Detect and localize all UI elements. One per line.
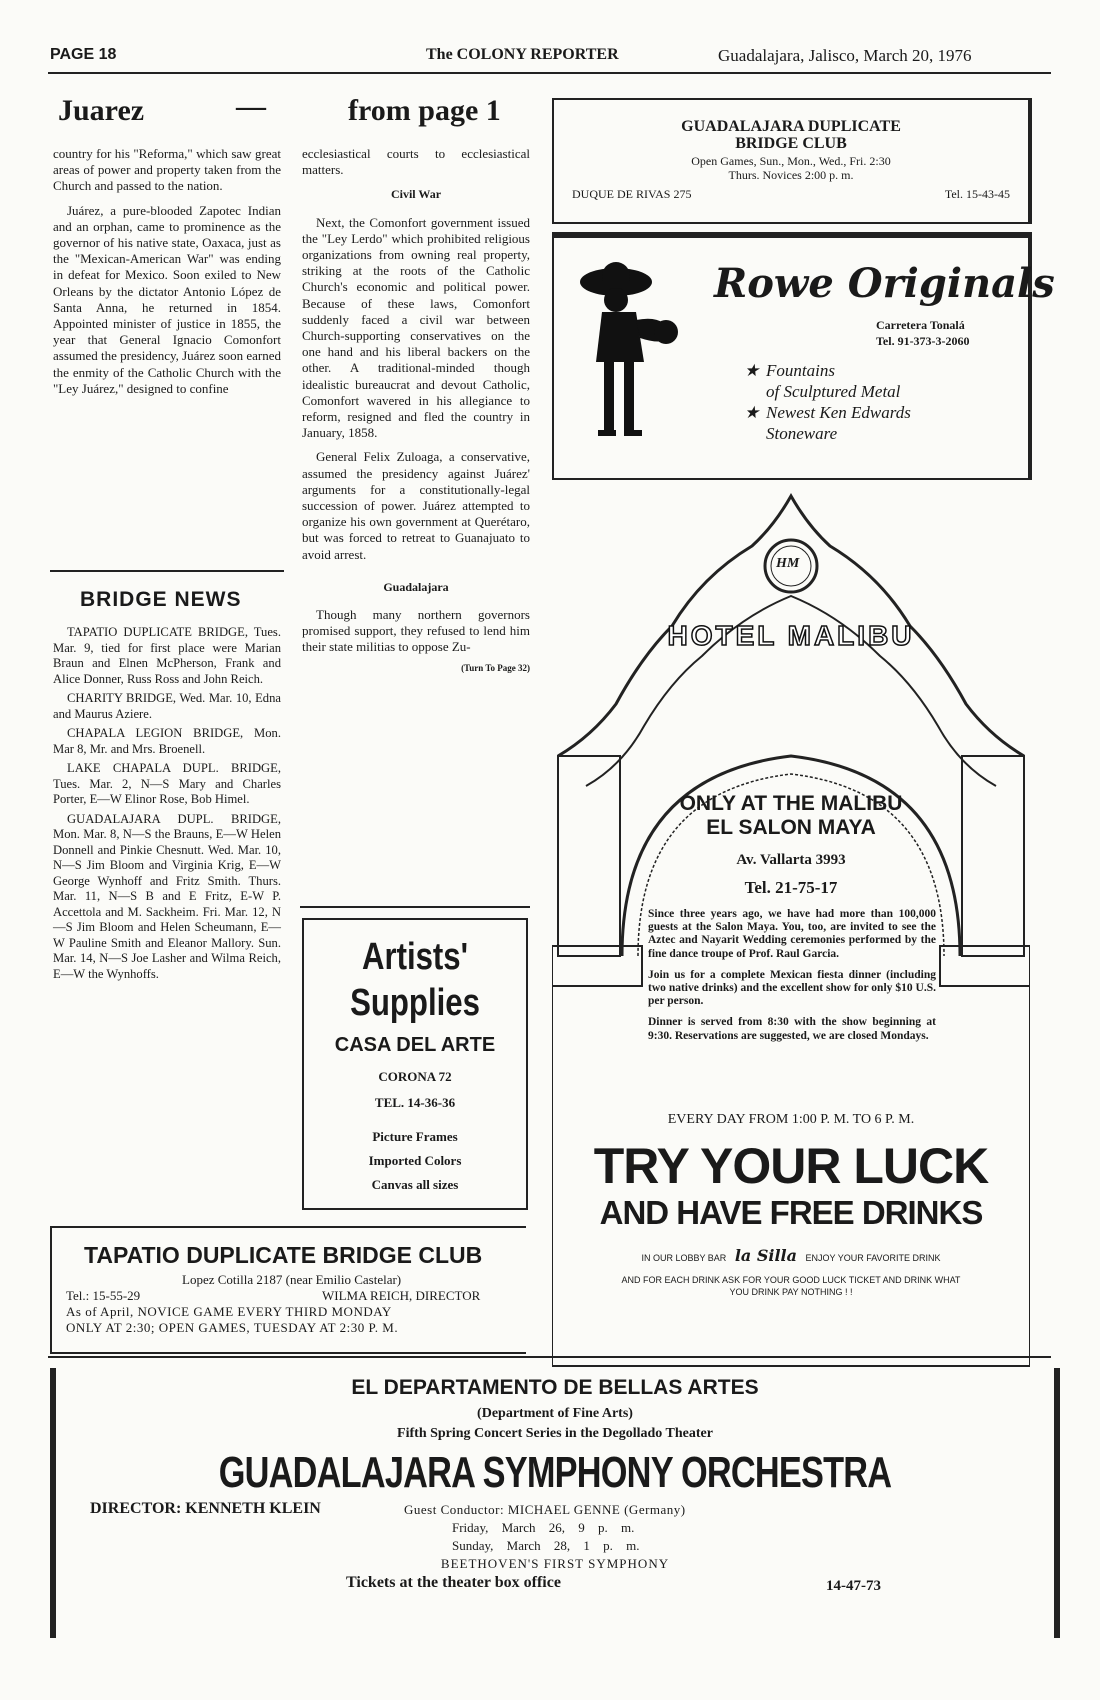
orchestra-director: DIRECTOR: KENNETH KLEIN xyxy=(90,1500,321,1517)
newspaper-name: The COLONY REPORTER xyxy=(426,46,619,63)
lobby-text: IN OUR LOBBY BAR xyxy=(641,1253,727,1263)
club-phone: Tel.: 15-55-29 xyxy=(66,1288,141,1303)
guest-conductor: Guest Conductor: MICHAEL GENNE (Germany) xyxy=(404,1502,686,1517)
article-paragraph: country for his "Reforma," which saw great areas of power and property taken from the Church and passed to the nation. xyxy=(53,146,281,194)
ticket-info: Tickets at the theater box office xyxy=(346,1574,561,1591)
hotel-description xyxy=(648,908,936,1049)
subhead-guadalajara: Guadalajara xyxy=(383,579,449,594)
article-paragraph: General Felix Zuloaga, a conservative, assumed the presidency against Juárez' arguments for a constitutionally-legal succession of power. Juárez attempted to organize his own government at Querétaro, but was forced to retreat to Guanajuato to avoid arrest. xyxy=(302,449,530,562)
ad-title: BRIDGE CLUB xyxy=(735,135,847,152)
list-item: LAKE CHAPALA DUPL. BRIDGE, Tues. Mar. 2, N—S Mary and Charles Porter, E—W Elinor Rose, Bob Himel. xyxy=(53,761,281,806)
lucky-ticket-note: AND FOR EACH DRINK ASK FOR YOUR GOOD LUCK TICKET AND DRINK WHAT YOU DRINK PAY NOTHING ! ! xyxy=(621,1275,961,1297)
concert-series: Fifth Spring Concert Series in the Degollado Theater xyxy=(397,1426,713,1441)
club-hours: Thurs. Novices 2:00 p. m. xyxy=(728,168,854,182)
ad-paragraph: Since three years ago, we have had more than 100,000 guests at the Salon Maya. You, too, are invited to see the Aztec and Nayarit Wedding ceremonies performed by the fine dance troupe of Prof. Raul Garcia. xyxy=(648,908,936,960)
store-phone: Tel. 91-373-3-2060 xyxy=(876,334,970,348)
lobby-bar-line xyxy=(552,1246,1030,1265)
list-item: CHAPALA LEGION BRIDGE, Mon. Mar 8, Mr. and Mrs. Broenell. xyxy=(53,726,281,756)
section-rule xyxy=(48,1356,1051,1358)
ad-title: Artists' xyxy=(361,936,469,978)
ad-bullets xyxy=(744,360,911,444)
article-paragraph: Next, the Comonfort government issued the "Ley Lerdo" which prohibited religious organizations from owning real property, striking at the roots of the Catholic Church's economic and political power. Because of these laws, Comonfort suddenly faced a civil war between Church-supporting conservatives on the one hand and his liberal backers on the other. A traditional-minded though idealistic bureaucrat and devout Catholic, Comonfort wavered in his allegiance to reform, resigned and fled the country in January, 1858. xyxy=(302,214,530,441)
ad-top-rule xyxy=(300,906,530,908)
ad-item: Canvas all sizes xyxy=(371,1177,459,1192)
bellas-artes-ad xyxy=(50,1368,1060,1638)
ad-title: Supplies xyxy=(350,982,480,1024)
headline-juarez: Juarez xyxy=(58,94,145,127)
ad-headline xyxy=(632,792,950,840)
gdl-bridge-ad xyxy=(552,98,1032,224)
concert-date: Sunday, March 28, 1 p. m. xyxy=(452,1538,640,1553)
club-hours: Open Games, Sun., Mon., Wed., Fri. 2:30 xyxy=(691,154,891,168)
ad-item: Imported Colors xyxy=(368,1153,462,1168)
mariachi-figure-illustration xyxy=(574,254,684,444)
ad-subtitle: (Department of Fine Arts) xyxy=(477,1406,633,1421)
article-column-1 xyxy=(53,146,281,405)
ad-paragraph: Dinner is served from 8:30 with the show beginning at 9:30. Reservations are suggested, we are closed Mondays. xyxy=(648,1016,936,1042)
star-icon: ★ xyxy=(744,361,760,380)
list-item: GUADALAJARA DUPL. BRIDGE, Mon. Mar. 8, N—S the Brauns, E—W Helen Donnell and Pinkie Chesnutt. Wed. Mar. 10, N—S Jim Bloom and Virginia Krig, E—W George Wynhoff and Fritz Smith. Thurs. Mar. 11, N—S B and E Fritz, E-W P. Accettola and M. Sackheim. Fri. Mar. 12, N—S Jim Bloom and Helen Scheumann, E—W Pauline Smith and Eleanor Mallory. Sun. Mar. 14, N—S Joe Lasher and Wilma Reich, E—W the Wynhoffs. xyxy=(53,811,281,981)
brand-logo: Rowe Originals xyxy=(714,260,1055,307)
store-address: CORONA 72 xyxy=(378,1069,452,1084)
store-name: CASA DEL ARTE xyxy=(334,1034,496,1056)
club-address: DUQUE DE RIVAS 275 xyxy=(572,187,692,201)
hotel-phone: Tel. 21-75-17 xyxy=(744,878,838,897)
orchestra-name: GUADALAJARA SYMPHONY ORCHESTRA xyxy=(218,1448,892,1497)
dateline: Guadalajara, Jalisco, March 20, 1976 xyxy=(718,46,972,65)
ticket-phone: 14-47-73 xyxy=(826,1578,881,1594)
bar-logo: la Silla xyxy=(734,1246,797,1265)
ad-paragraph: Join us for a complete Mexican fiesta dinner (including two native drinks) and the excellent show for only $10 U.S. per person. xyxy=(648,968,936,1008)
ad-title: EL DEPARTAMENTO DE BELLAS ARTES xyxy=(351,1376,759,1399)
artists-supplies-ad xyxy=(302,918,528,1210)
tapatio-bridge-ad xyxy=(50,1226,526,1354)
hotel-name: HOTEL MALIBU xyxy=(667,620,915,651)
club-address: Lopez Cotilla 2187 (near Emilio Castelar) xyxy=(182,1272,402,1287)
star-icon: ★ xyxy=(744,403,760,422)
bullet-text: Stoneware xyxy=(766,424,838,443)
headline-line: EL SALON MAYA xyxy=(706,816,876,839)
rowe-originals-ad xyxy=(552,232,1055,480)
list-item: CHARITY BRIDGE, Wed. Mar. 10, Edna and Maurus Aziere. xyxy=(53,691,281,721)
store-phone: TEL. 14-36-36 xyxy=(374,1095,456,1110)
bridge-news-list xyxy=(53,625,281,986)
bullet-text: Newest Ken Edwards xyxy=(766,403,911,422)
list-item: TAPATIO DUPLICATE BRIDGE, Tues. Mar. 9, tied for first place were Marian Braun and Elnen McPherson, Frank and Alice Donner, Russ Ross and John Reich. xyxy=(53,625,281,686)
subhead-civil-war: Civil War xyxy=(390,187,442,202)
article-paragraph: ecclesiastical courts to ecclesiastical matters. xyxy=(302,146,530,178)
headline-line: ONLY AT THE MALIBU xyxy=(679,792,903,815)
ad-item: Picture Frames xyxy=(372,1129,458,1144)
club-schedule: ONLY AT 2:30; OPEN GAMES, TUESDAY AT 2:30 P. M. xyxy=(66,1320,399,1335)
page-number: PAGE 18 xyxy=(50,46,117,63)
jump-line: (Turn To Page 32) xyxy=(461,662,530,673)
header-rule xyxy=(48,72,1051,74)
concert-date: Friday, March 26, 9 p. m. xyxy=(452,1520,635,1535)
headline-dash: — xyxy=(236,90,266,123)
try-your-luck: TRY YOUR LUCK xyxy=(593,1138,989,1194)
article-paragraph: Juárez, a pure-blooded Zapotec Indian and an orphan, came to prominence as the governor of his native state, Oaxaca, just as the "Mexican-American War" was ending in defeat for Mexico. Soon exiled to New Orleans by the dictator Antonio López de Santa Anna, he returned in 1854. Appointed minister of justice in 1855, the year that General Ignacio Comonfort assumed the presidency, Juárez soon earned the enmity of the Catholic Church with the "Ley Juárez," designed to confine xyxy=(53,202,282,396)
club-phone: Tel. 15-43-45 xyxy=(944,187,1010,201)
article-column-2 xyxy=(302,146,530,676)
column-divider xyxy=(50,570,284,572)
ad-title: TAPATIO DUPLICATE BRIDGE CLUB xyxy=(84,1242,483,1268)
bullet-text: Fountains xyxy=(766,361,835,380)
free-drinks: AND HAVE FREE DRINKS xyxy=(599,1194,983,1231)
hotel-address: Av. Vallarta 3993 xyxy=(736,852,846,868)
lobby-text: ENJOY YOUR FAVORITE DRINK xyxy=(805,1253,941,1263)
bridge-news-title: BRIDGE NEWS xyxy=(80,588,242,611)
hotel-monogram: HM xyxy=(776,556,800,571)
hotel-malibu-ad xyxy=(552,486,1030,1376)
club-director: WILMA REICH, DIRECTOR xyxy=(322,1288,481,1303)
club-schedule: As of April, NOVICE GAME EVERY THIRD MONDAY xyxy=(66,1304,392,1319)
headline-from-page: from page 1 xyxy=(348,94,501,127)
article-paragraph: Though many northern governors promised support, they refused to lend him their state militias to oppose Zu- xyxy=(302,607,530,655)
everyday-hours: EVERY DAY FROM 1:00 P. M. TO 6 P. M. xyxy=(667,1112,915,1127)
bullet-text: of Sculptured Metal xyxy=(766,382,901,401)
concert-program: BEETHOVEN'S FIRST SYMPHONY xyxy=(440,1556,670,1571)
store-address: Carretera Tonalá xyxy=(876,318,965,332)
ad-title: GUADALAJARA DUPLICATE xyxy=(681,118,901,135)
